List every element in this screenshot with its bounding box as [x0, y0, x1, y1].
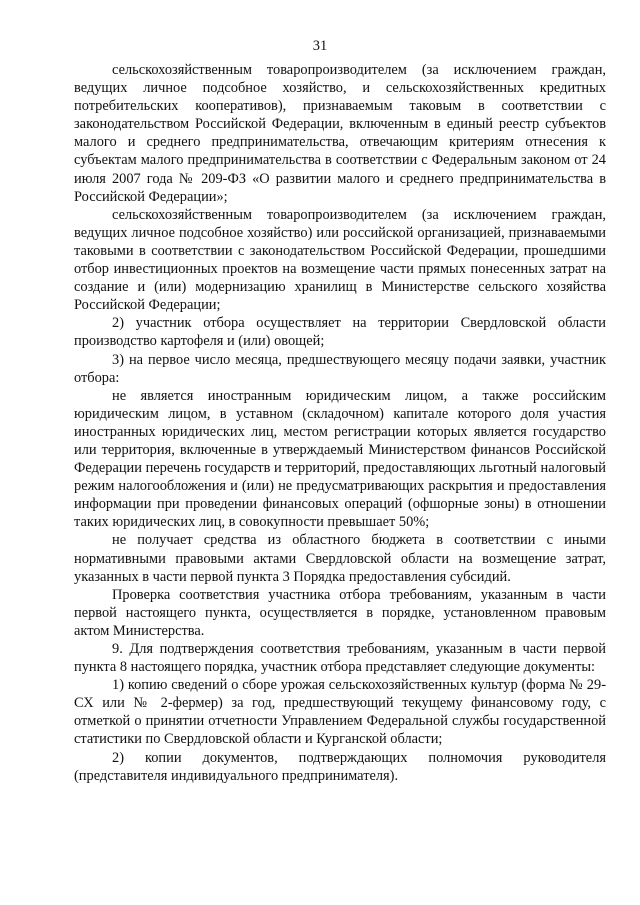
paragraph: 2) копии документов, подтверждающих полномочия руководителя (представителя индивидуального предпринимателя).: [74, 749, 606, 784]
paragraph: 1) копию сведений о сборе урожая сельскохозяйственных культур (форма № 29-СХ или № 2-фермер) за год, предшествующий текущему финансовому году, с отметкой о принятии отчетности Управлением Федеральной службы государственной статистики по Свердловской области и Курганской области;: [74, 677, 606, 748]
paragraph: сельскохозяйственным товаропроизводителем (за исключением граждан, ведущих личное подсобное хозяйство, и сельскохозяйственных кредитных потребительских кооперативов), признаваемым таковым в соответствии с законодательством Российской Федерации, включенным в единый реестр субъектов малого и среднего предпринимательства, отвечающим критериям отнесения к субъектам малого предпринимательства в соответствии с Федеральным законом от 24 июля 2007 года № 209-ФЗ «О развитии малого и среднего предпринимательства в Российской Федерации»;: [74, 62, 606, 205]
paragraph: 3) на первое число месяца, предшествующего месяцу подачи заявки, участник отбора:: [74, 351, 606, 386]
paragraph: не является иностранным юридическим лицом, а также российским юридическим лицом, в уставном (складочном) капитале которого доля участия иностранных юридических лиц, местом регистрации которых является государство или территория, включенные в утверждаемый Министерством финансов Российской Федерации перечень государств и территорий, предоставляющих льготный налоговый режим налогообложения и (или) не предусматривающих раскрытия и предоставления информации при проведении финансовых операций (офшорные зоны) в отношении таких юридических лиц, в совокупности превышает 50%;: [74, 387, 606, 531]
document-body: [74, 61, 606, 785]
paragraph: Проверка соответствия участника отбора требованиям, указанным в части первой настоящего пункта, осуществляется в порядке, установленном правовым актом Министерства.: [74, 586, 606, 639]
page-number: 31: [312, 38, 328, 54]
paragraph: не получает средства из областного бюджета в соответствии с иными нормативными правовыми актами Свердловской области на возмещение затрат, указанных в части первой пункта 3 Порядка предоставления субсидий.: [74, 532, 606, 585]
paragraph: сельскохозяйственным товаропроизводителем (за исключением граждан, ведущих личное подсобное хозяйство) или российской организацией, признаваемыми таковыми в соответствии с законодательством Российской Федерации, прошедшими отбор инвестиционных проектов на возмещение части прямых понесенных затрат на создание и (или) модернизацию хранилищ в Министерстве сельского хозяйства Российской Федерации;: [74, 206, 606, 314]
paragraph: 2) участник отбора осуществляет на территории Свердловской области производство картофеля и (или) овощей;: [74, 315, 606, 350]
paragraph: 9. Для подтверждения соответствия требованиям, указанным в части первой пункта 8 настоящего порядка, участник отбора представляет следующие документы:: [74, 641, 606, 676]
